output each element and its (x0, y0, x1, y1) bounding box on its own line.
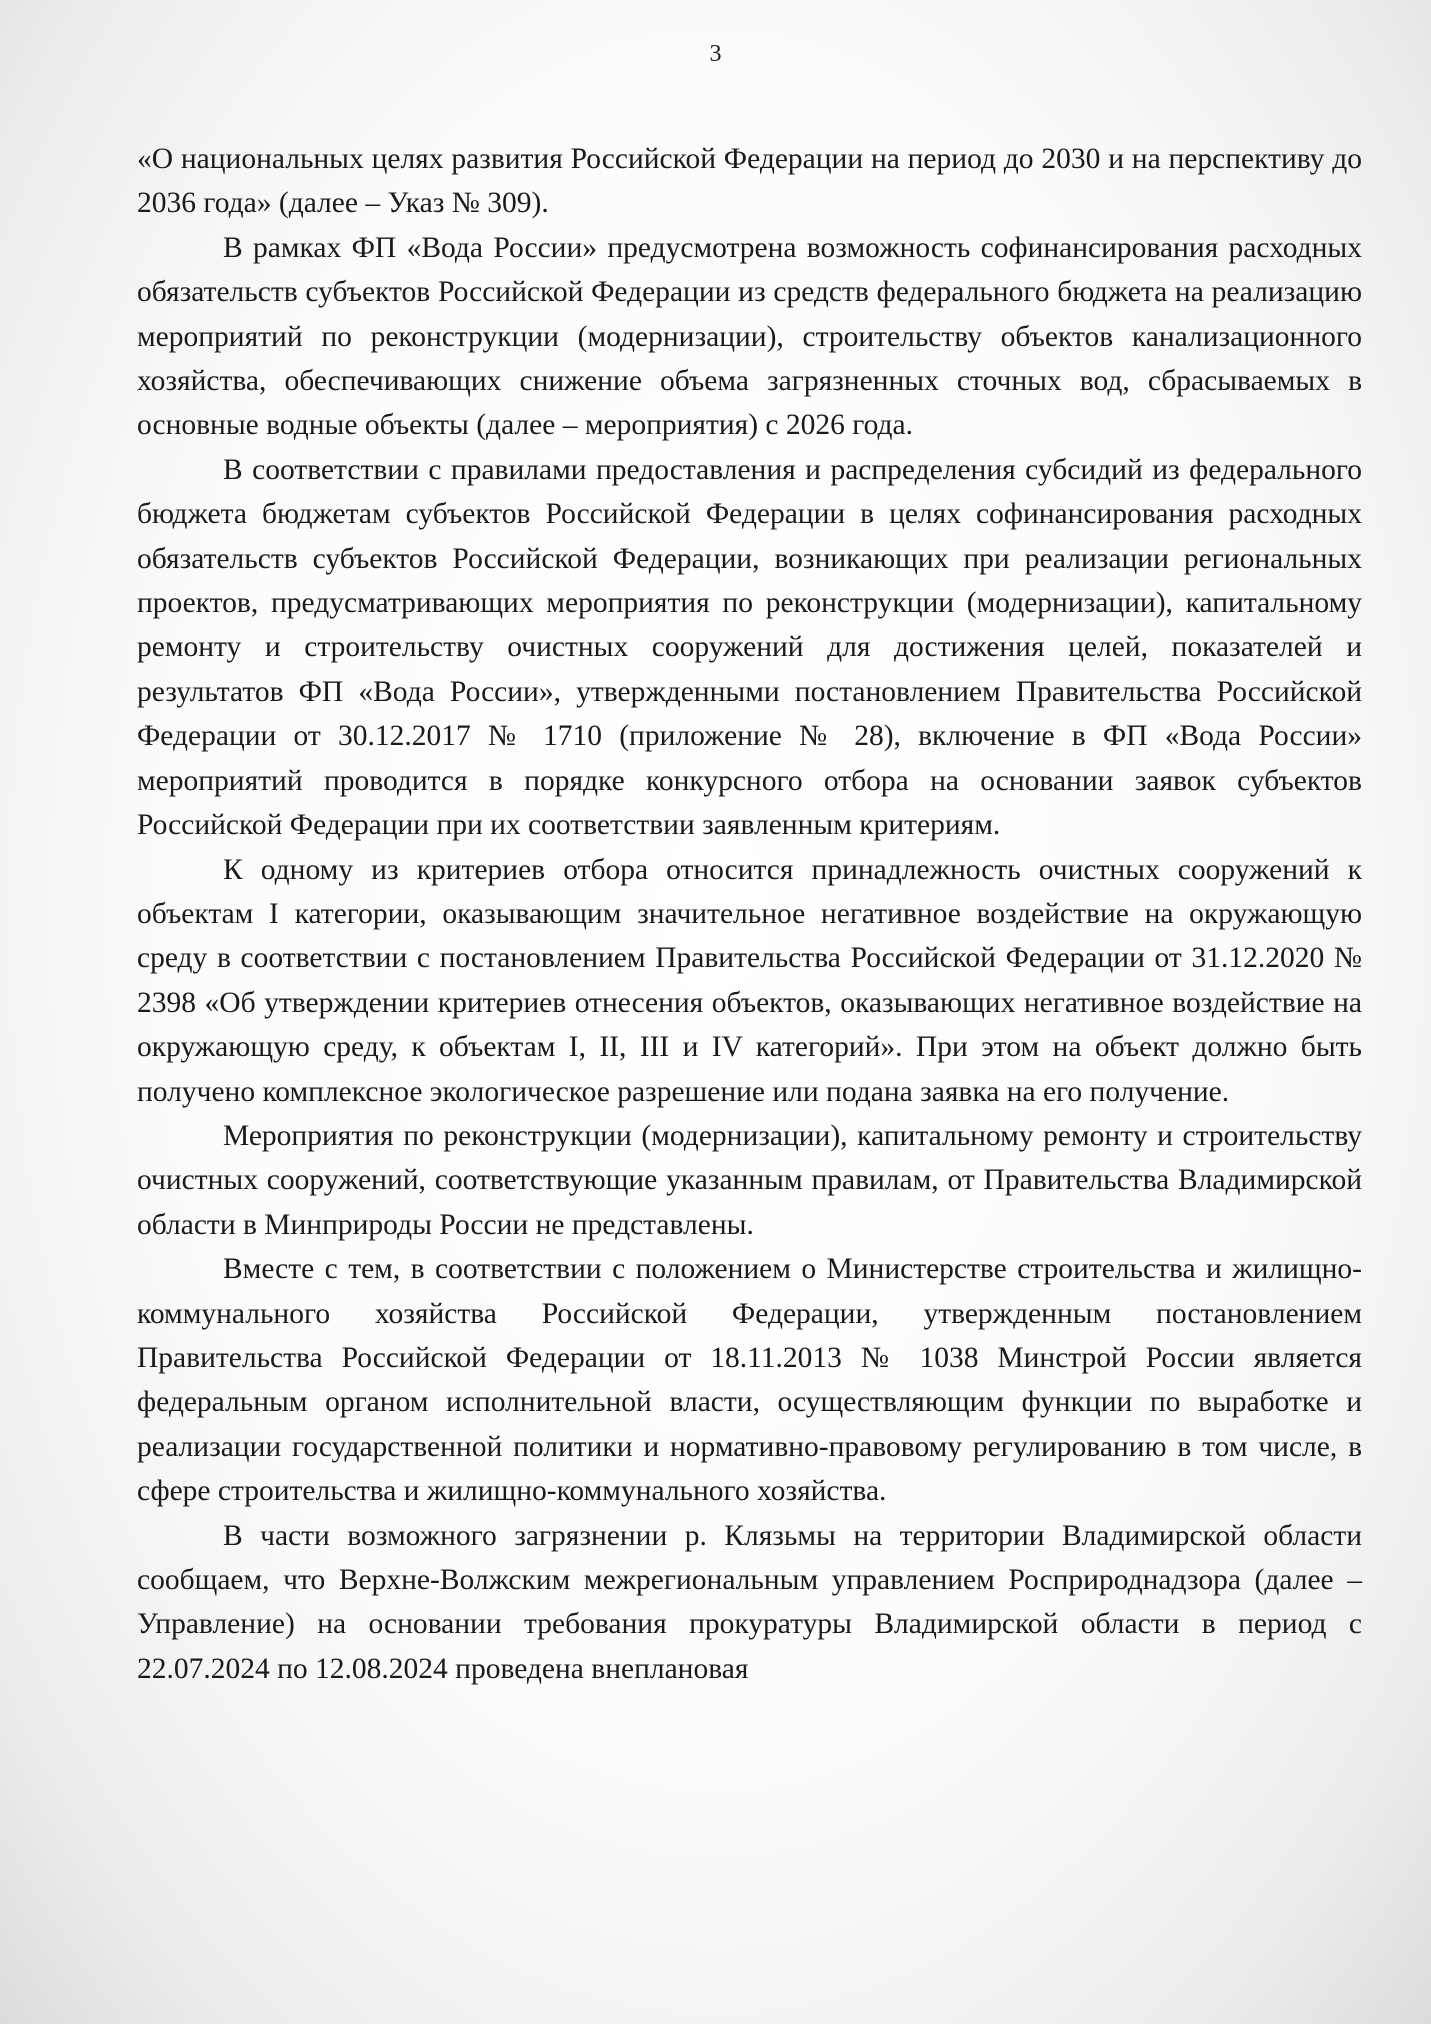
paragraph-5: Мероприятия по реконструкции (модернизации), капитальному ремонту и строительству очистных сооружений, соответствующие указанным правилам, от Правительства Владимирской области в Минприроды России не представлены. (137, 1119, 1362, 1241)
document-body (137, 137, 1362, 1691)
paragraph-1: «О национальных целях развития Российской Федерации на период до 2030 и на перспективу до 2036 года» (далее – Указ № 309). (137, 143, 1362, 220)
page-number: 3 (709, 41, 722, 67)
paragraph-2: В рамках ФП «Вода России» предусмотрена возможность софинансирования расходных обязательств субъектов Российской Федерации из средств федерального бюджета на реализацию мероприятий по реконструкции (модернизации), строительству объектов канализационного хозяйства, обеспечивающих снижение объема загрязненных сточных вод, сбрасываемых в основные водные объекты (далее – мероприятия) с 2026 года. (137, 231, 1362, 442)
paragraph-3: В соответствии с правилами предоставления и распределения субсидий из федерального бюджета бюджетам субъектов Российской Федерации в целях софинансирования расходных обязательств субъектов Российской Федерации, возникающих при реализации региональных проектов, предусматривающих мероприятия по реконструкции (модернизации), капитальному ремонту и строительству очистных сооружений для достижения целей, показателей и результатов ФП «Вода России», утвержденными постановлением Правительства Российской Федерации от 30.12.2017 № 1710 (приложение № 28), включение в ФП «Вода России» мероприятий проводится в порядке конкурсного отбора на основании заявок субъектов Российской Федерации при их соответствии заявленным критериям. (137, 453, 1362, 842)
paragraph-7: В части возможного загрязнении р. Клязьмы на территории Владимирской области сообщаем, что Верхне-Волжским межрегиональным управлением Росприроднадзора (далее – Управление) на основании требования прокуратуры Владимирской области в период с 22.07.2024 по 12.08.2024 проведена внеплановая (137, 1519, 1362, 1685)
paragraph-4: К одному из критериев отбора относится принадлежность очистных сооружений к объектам I категории, оказывающим значительное негативное воздействие на окружающую среду в соответствии с постановлением Правительства Российской Федерации от 31.12.2020 № 2398 «Об утверждении критериев отнесения объектов, оказывающих негативное воздействие на окружающую среду, к объектам I, II, III и IV категорий». При этом на объект должно быть получено комплексное экологическое разрешение или подана заявка на его получение. (137, 853, 1362, 1108)
paragraph-6: Вместе с тем, в соответствии с положением о Министерстве строительства и жилищно-коммунального хозяйства Российской Федерации, утвержденным постановлением Правительства Российской Федерации от 18.11.2013 № 1038 Минстрой России является федеральным органом исполнительной власти, осуществляющим функции по выработке и реализации государственной политики и нормативно-правовому регулированию в том числе, в сфере строительства и жилищно-коммунального хозяйства. (137, 1253, 1362, 1508)
